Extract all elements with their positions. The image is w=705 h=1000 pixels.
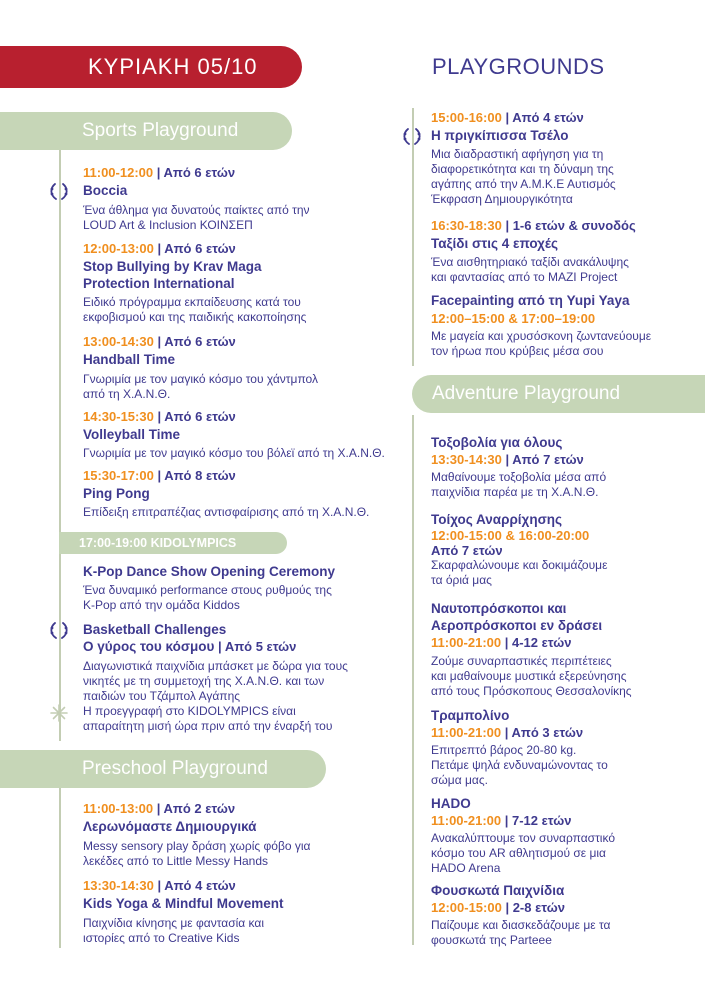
timeline-line-adventure <box>412 415 414 945</box>
sparkle-icon <box>49 703 69 723</box>
event-desc: φουσκωτά της Parteee <box>431 933 552 947</box>
event-volleyball: 14:30-15:30 | Από 6 ετών Volleyball Time Γνωριμία με τον μαγικό κόσμο του βόλεϊ από τη Χ.Α.Ν.Θ. <box>83 409 385 460</box>
event-desc: ιστορίες από το Creative Kids <box>83 931 240 945</box>
event-desc: νικητές με τη συμμετοχή της Χ.Α.Ν.Θ. και των <box>83 674 325 688</box>
event-desc: Έκφραση Δημιουργικότητα <box>431 192 573 206</box>
event-age: 7-12 ετών <box>512 813 572 828</box>
laurel-icon <box>401 125 423 147</box>
event-kpop <box>83 563 373 613</box>
event-age: Από 6 ετών <box>164 409 236 424</box>
event-desc: διαφορετικότητα και τη δύναμη της <box>431 162 614 176</box>
event-age: Από 8 ετών <box>164 468 236 483</box>
playgrounds-title: PLAYGROUNDS <box>432 54 605 79</box>
event-age: Από 4 ετών <box>512 110 584 125</box>
event-time: 11:00-21:00 <box>431 725 502 740</box>
event-desc: παιχνίδια παρέα με τη Χ.Α.Ν.Θ. <box>431 485 599 499</box>
event-age: Από 5 ετών <box>224 639 297 654</box>
preschool-playground-heading: Preschool Playground <box>0 750 326 788</box>
event-desc: Γνωριμία με τον μαγικό κόσμο του βόλεϊ από τη Χ.Α.Ν.Θ. <box>83 446 385 460</box>
timeline-line-preschool <box>59 788 61 948</box>
event-age: Από 6 ετών <box>164 334 236 349</box>
event-kids-yoga: 13:30-14:30 | Από 4 ετών Kids Yoga & Mindful Movement Παιχνίδια κίνησης με φαντασία και ιστορίες από το Creative Kids <box>83 877 373 946</box>
event-desc: Επίδειξη επιτραπέζιας αντισφαίρισης από τη Χ.Α.Ν.Θ. <box>83 505 370 519</box>
event-desc: HADO Arena <box>431 861 501 875</box>
event-desc: και μαθαίνουμε μυστικά εξερεύνησης <box>431 669 627 683</box>
event-title: HADO <box>431 796 471 811</box>
event-age: Από 3 ετών <box>511 725 584 740</box>
event-title: Η πριγκίπισσα Τσέλο <box>431 128 569 143</box>
event-time: 11:00-13:00 <box>83 801 154 816</box>
event-title: Λερωνόμαστε Δημιουργικά <box>83 819 257 834</box>
event-desc: K-Pop από την ομάδα Kiddos <box>83 598 240 612</box>
event-time: 13:30-14:30 <box>431 452 502 467</box>
event-desc: και φαντασίας από το MAZI Project <box>431 270 618 284</box>
event-time: 13:00-14:30 <box>83 334 154 349</box>
event-title: Protection International <box>83 276 235 291</box>
event-title: Volleyball Time <box>83 427 181 442</box>
event-time: 13:30-14:30 <box>83 878 154 893</box>
event-time: 12:00-15:00 & 16:00-20:00 <box>431 528 590 543</box>
event-title: Stop Bullying by Krav Maga <box>83 259 262 274</box>
event-desc: Παίζουμε και διασκεδάζουμε με τα <box>431 918 611 932</box>
event-time: 15:00-16:00 <box>431 110 502 125</box>
kidolympics-time-bar: 17:00-19:00 KIDOLYMPICS <box>59 532 287 554</box>
event-age: Από 6 ετών <box>164 241 236 256</box>
sports-playground-heading: Sports Playground <box>0 112 292 150</box>
event-desc: κόσμο του AR αθλητισμού σε μια <box>431 846 606 860</box>
event-desc: Ένα άθλημα για δυνατούς παίκτες από την <box>83 203 310 217</box>
event-age: Από 6 ετών <box>163 165 236 180</box>
event-time: 14:30-15:30 <box>83 409 154 424</box>
event-title: Ναυτοπρόσκοποι και <box>431 601 567 616</box>
event-desc: Πετάμε ψηλά ενδυναμώνοντας το <box>431 758 608 772</box>
event-desc: τα όριά μας <box>431 573 492 587</box>
note-line: απαραίτητη μισή ώρα πριν από την έναρξή του <box>83 719 333 733</box>
event-age: Από 7 ετών <box>512 452 584 467</box>
event-desc: Με μαγεία και χρυσόσκονη ζωντανεύουμε <box>431 329 652 343</box>
event-hado: HADO 11:00-21:00 | 7-12 ετών Ανακαλύπτουμε τον συναρπαστικό κόσμο του AR αθλητισμού σε μια HADO Arena <box>431 795 681 876</box>
event-climbing-wall <box>431 511 681 588</box>
event-desc: Γνωριμία με τον μαγικό κόσμο του χάντμπολ <box>83 372 318 386</box>
event-desc: Ένα δυναμικό performance στους ρυθμούς της <box>83 583 332 597</box>
note-line: Η προεγγραφή στο KIDOLYMPICS είναι <box>83 704 296 718</box>
event-boccia: 11:00-12:00 | Από 6 ετών Boccia Ένα άθλημα για δυνατούς παίκτες από την LOUD Art & Inclusion ΚΟΙΝΣΕΠ <box>83 164 373 233</box>
event-age: 2-8 ετών <box>512 900 565 915</box>
event-title: Basketball Challenges <box>83 622 227 637</box>
event-desc: εκφοβισμού και της παιδικής κακοποίησης <box>83 310 307 324</box>
event-title: Αεροπρόσκοποι εν δράσει <box>431 618 603 633</box>
event-time: 11:00-21:00 <box>431 813 502 828</box>
event-messy-play: 11:00-13:00 | Από 2 ετών Λερωνόμαστε Δημιουργικά Messy sensory play δράση χωρίς φόβο για λεκέδες από το Little Messy Hands <box>83 800 373 869</box>
event-subtitle: Ο γύρος του κόσμου <box>83 639 215 654</box>
event-desc: Μια διαδραστική αφήγηση για τη <box>431 147 604 161</box>
event-desc: από τους Πρόσκοπους Θεσσαλονίκης <box>431 684 632 698</box>
event-four-seasons: 16:30-18:30 | 1-6 ετών & συνοδός Ταξίδι στις 4 εποχές Ένα αισθητηριακό ταξίδι ανακάλυψης και φαντασίας από το MAZI Project <box>431 217 681 285</box>
event-desc: αγάπης από την Α.Μ.Κ.Ε Αυτισμός <box>431 177 616 191</box>
event-desc: τον ήρωα που κρύβεις μέσα σου <box>431 344 604 358</box>
event-facepainting <box>431 292 681 359</box>
event-desc: Ανακαλύπτουμε τον συναρπαστικό <box>431 831 616 845</box>
event-title: Kids Yoga & Mindful Movement <box>83 896 284 911</box>
event-desc: Ένα αισθητηριακό ταξίδι ανακάλυψης <box>431 255 629 269</box>
timeline-line-sports <box>59 148 61 741</box>
event-desc: Σκαρφαλώνουμε και δοκιμάζουμε <box>431 558 608 572</box>
event-age: Από 2 ετών <box>163 801 236 816</box>
event-desc: από τη Χ.Α.Ν.Θ. <box>83 387 171 401</box>
event-desc: Παιχνίδια κίνησης με φαντασία και <box>83 916 265 930</box>
event-age: 4-12 ετών <box>512 635 572 650</box>
event-time: 12:00–15:00 & 17:00–19:00 <box>431 311 596 326</box>
event-title: Ταξίδι στις 4 εποχές <box>431 236 559 251</box>
event-desc: Μαθαίνουμε τοξοβολία μέσα από <box>431 470 607 484</box>
event-title: Ping Pong <box>83 486 150 501</box>
event-title: Boccia <box>83 183 128 198</box>
event-title: K-Pop Dance Show Opening Ceremony <box>83 564 336 579</box>
event-scouts: Ναυτοπρόσκοποι και Αεροπρόσκοποι εν δράσει 11:00-21:00 | 4-12 ετών Ζούμε συναρπαστικές περιπέτειες και μαθαίνουμε μυστικά εξερεύνησης από τους Πρόσκοπους Θεσσαλονίκης <box>431 600 681 699</box>
event-time: 12:00-15:00 <box>431 900 502 915</box>
event-desc: παιδιών του Τζάμπολ Αγάπης <box>83 689 241 703</box>
event-time: 11:00-12:00 <box>83 165 154 180</box>
event-age: Από 4 ετών <box>164 878 236 893</box>
event-title: Τοξοβολία για όλους <box>431 435 563 450</box>
event-title: Handball Time <box>83 352 176 367</box>
event-desc: Ζούμε συναρπαστικές περιπέτειες <box>431 654 612 668</box>
event-time: 11:00-21:00 <box>431 635 502 650</box>
day-banner: ΚΥΡΙΑΚΗ 05/10 <box>0 46 302 88</box>
event-title: Τοίχος Αναρρίχησης <box>431 512 563 527</box>
event-desc: Messy sensory play δράση χωρίς φόβο για <box>83 839 311 853</box>
event-title: Τραμπολίνο <box>431 708 510 723</box>
event-princess-tselo: 15:00-16:00 | Από 4 ετών Η πριγκίπισσα Τσέλο Μια διαδραστική αφήγηση για τη διαφορετικότητα και τη δύναμη της αγάπης από την Α.Μ.Κ.Ε Αυτισμός Έκφραση Δημιουργικότητα <box>431 109 681 207</box>
event-time: 16:30-18:30 <box>431 218 502 233</box>
event-desc: LOUD Art & Inclusion ΚΟΙΝΣΕΠ <box>83 218 253 232</box>
laurel-icon <box>48 619 70 641</box>
event-archery: Τοξοβολία για όλους 13:30-14:30 | Από 7 ετών Μαθαίνουμε τοξοβολία μέσα από παιχνίδια παρέα με τη Χ.Α.Ν.Θ. <box>431 434 681 500</box>
event-desc: Ειδικό πρόγραμμα εκπαίδευσης κατά του <box>83 295 301 309</box>
event-title: Φουσκωτά Παιχνίδια <box>431 883 565 898</box>
event-basketball: Basketball Challenges Ο γύρος του κόσμου | Από 5 ετών Διαγωνιστικά παιχνίδια μπάσκετ με δώρα για τους νικητές με τη συμμετοχή της Χ.Α.Ν.Θ. και των παιδιών του Τζάμπολ Αγάπης <box>83 621 373 704</box>
event-desc: Επιτρεπτό βάρος 20-80 kg. <box>431 743 577 757</box>
event-trampoline: Τραμπολίνο 11:00-21:00 | Από 3 ετών Επιτρεπτό βάρος 20-80 kg. Πετάμε ψηλά ενδυναμώνοντας το σώμα μας. <box>431 707 681 788</box>
event-ping-pong: 15:30-17:00 | Από 8 ετών Ping Pong Επίδειξη επιτραπέζιας αντισφαίρισης από τη Χ.Α.Ν.Θ. <box>83 467 373 520</box>
event-desc: Διαγωνιστικά παιχνίδια μπάσκετ με δώρα για τους <box>83 659 348 673</box>
event-stop-bullying: 12:00-13:00 | Από 6 ετών Stop Bullying by Krav Maga Protection International Ειδικό πρόγραμμα εκπαίδευσης κατά του εκφοβισμού και της παιδικής κακοποίησης <box>83 240 373 325</box>
laurel-icon <box>48 180 70 202</box>
event-time: 15:30-17:00 <box>83 468 154 483</box>
event-handball: 13:00-14:30 | Από 6 ετών Handball Time Γνωριμία με τον μαγικό κόσμο του χάντμπολ από τη Χ.Α.Ν.Θ. <box>83 333 373 402</box>
event-title: Facepainting από τη Yupi Yaya <box>431 293 630 308</box>
event-desc: σώμα μας. <box>431 773 488 787</box>
event-age: Από 7 ετών <box>431 543 503 558</box>
event-time: 12:00-13:00 <box>83 241 154 256</box>
event-inflatables: Φουσκωτά Παιχνίδια 12:00-15:00 | 2-8 ετών Παίζουμε και διασκεδάζουμε με τα φουσκωτά της Parteee <box>431 882 681 948</box>
adventure-playground-heading: Adventure Playground <box>412 375 705 413</box>
event-desc: λεκέδες από το Little Messy Hands <box>83 854 269 868</box>
event-age: 1-6 ετών & συνοδός <box>512 218 636 233</box>
kidolympics-note <box>83 704 373 734</box>
